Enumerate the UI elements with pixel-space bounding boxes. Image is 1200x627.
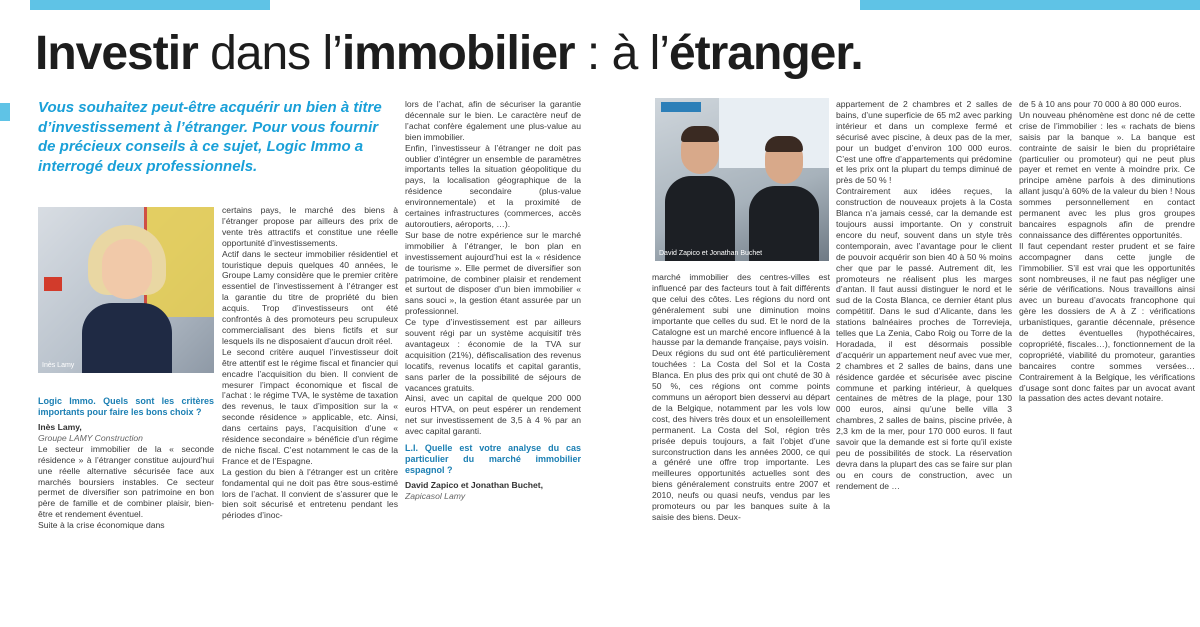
col2-paragraph-2: Actif dans le secteur immobilier résidentiel et touristique depuis quelques 40 années, le Groupe Lamy considère que le premier critère essentiel de l’investissement à l’étranger est la garantie du titre de propriété du bien acquis. Trop d’investisseurs ont été confrontés à des promoteurs peu scrupuleux commercialisant des biens fictifs et sur lesquels ils ne disposaient d’aucun droit réel. (222, 248, 398, 346)
column-3 (405, 99, 581, 627)
col5-paragraph-2: Contrairement aux idées reçues, la construction de nouveaux projets à la Costa Blanca n’a jamais cessé, car la demande est toujours aussi importante. On y construit encore du neuf, souvent dans un style très contemporain, avec l’avantage pour le client de pouvoir acquérir son bien 40 à 50 % moins cher que par le passé. Autrement dit, les promoteurs ne réalisent plus les marges d’antan. Il faut aussi distinguer le nord et le sud de la Costa Blanca, ce dernier étant plus compétitif. Dans le sud d’Alicante, dans les stations balnéaires proches de Torrevieja, telles que La Zenia, Cabo Roig ou Torre de la Horadada, il est désormais possible d’acquérir un appartement neuf avec vue mer, 2 chambres et 2 salles de bains, dans une résidence gardée et sécurisée avec piscine commune et parking intérieur, à quelques centaines de mètres de la plage, pour 130 000 euros, ainsi qu’une belle villa 3 chambres, 2 salles de bains, piscine privée, à 2,3 km de la mer, pour 170 000 euros. Il faut savoir que la demande est si forte qu’il existe peu de possibilités de stock. La réservation devra dans la plupart des cas se faire sur plan ou en cours de construction, avec un rendement de … (836, 186, 1012, 491)
headline-etranger: étranger. (668, 27, 863, 80)
man-left-torso (665, 176, 735, 261)
intro-accent-marker (0, 103, 10, 121)
photo-zapico-buchet (655, 98, 829, 261)
man-left-hair (681, 126, 719, 142)
col4-paragraph-2: Deux régions du sud ont été particulièrement touchées : La Costa del Sol et la Costa Blanca. En plus des prix qui ont chuté de 30 à 50 %, ces régions ont comme points communs un aéroport bien desservi au départ de la Belgique, notamment par les vols low cost, des hivers très doux et un ensoleillement permanent. La Costa del Sol, région très prisée depuis toujours, a fait l’objet d’une surconstruction dans les années 2000, ce qui a généré une offre trop importante. Les meilleures opportunités actuelles sont des biens généralement construits entre 2007 et 2010, neufs ou quasi neufs, vendus par les promoteurs ou par les banques suite à la saisie des biens. Deux- (652, 348, 830, 522)
article-headline (35, 26, 935, 82)
question-2: L.I. Quelle est votre analyse du cas particulier du marché immobilier espagnol ? (405, 443, 581, 476)
col3-paragraph-5: Ainsi, avec un capital de quelque 200 000 euros HTVA, on peut espérer un rendement net sur investissement de 3,5 à 4 % par an avec capital garanti. (405, 393, 581, 437)
col2-paragraph-4: La gestion du bien à l’étranger est un critère fondamental qui ne doit pas être sous-estimé lors de l’achat. Il convient de s’assurer que le bien soit sécurisé et entretenu pendant les périodes d’inoc- (222, 466, 398, 521)
author-name-2: David Zapico et Jonathan Buchet, (405, 480, 543, 491)
col3-paragraph-4: Ce type d’investissement est par ailleurs souvent régi par un système acquisitif très avantageux : économie de la TVA sur acquisition (21%), défiscalisation des revenus locatifs, revenus locatifs et capital garantis, sans parler de la possibilité de séjours de vacances gratuits. (405, 317, 581, 393)
col1-paragraph-1: Le secteur immobilier de la « seconde résidence » à l’étranger constitue aujourd’hui une réelle alternative sécurisée face aux marchés boursiers instables. Ce secteur permet de diversifier son patrimoine en bon père de famille et de combiner plaisir, bien-être et rendement éventuel. (38, 443, 214, 520)
col6-paragraph-3: Il faut cependant rester prudent et se faire accompagner dans cette jungle de l’immobilier. S’il est vrai que les opportunités sont nombreuses, il ne faut pas négliger une série de vérifications. Nous travaillons ainsi avec un bureau d’avocats francophone qui gère les dossiers de A à Z : vérifications urbanistiques, garantie décennale, présence de dettes éventuelles (hypothécaires, copropriété, fiscales…), fonctionnement de la copropriété, viabilité du promoteur, garanties bancaires contre sommes versées… Contrairement à la Belgique, les vérifications d’usage sont donc faites par un avocat avant la passation des actes devant notaire. (1019, 240, 1195, 404)
portrait-body (82, 303, 172, 373)
photo1-caption: Inès Lamy (42, 362, 75, 369)
portrait-figure (82, 225, 172, 373)
col6-paragraph-1: de 5 à 10 ans pour 70 000 à 80 000 euros. (1019, 99, 1182, 109)
author-role-2: Zapicasol Lamy (405, 491, 466, 501)
col6-paragraph-2: Un nouveau phénomène est donc né de cette crise de l’immobilier : les « rachats de biens saisis par la banque ». La banque est contrainte de saisir le bien du propriétaire (particulier ou promoteur) qui ne peut plus payer et remet en vente à moindre prix. Ce principe amène parfois à des diminutions allant jusqu’à 60% de la valeur du bien ! Nous sommes personnellement en contact permanent avec les plus gros groupes bancaires espagnols afin de prendre connaissance des différentes opportunités. (1019, 109, 1195, 240)
man-right-hair (765, 136, 803, 152)
column-1 (38, 390, 214, 627)
headline-investir: Investir (35, 27, 198, 80)
col3-paragraph-3: Sur base de notre expérience sur le marché immobilier à l’étranger, le bon plan en investissement aujourd’hui est la « résidence de tourisme ». Elle permet de diversifier son patrimoine, de combiner plaisir et rendement et surtout de disposer d’un bien immobilier « sans souci », la gestion étant assurée par un professionnel. (405, 229, 581, 317)
header-accent-bar-right (860, 0, 1200, 10)
photo-ines-lamy (38, 207, 214, 373)
col1-paragraph-2: Suite à la crise économique dans (38, 520, 165, 531)
portrait-face (102, 239, 152, 299)
header-accent-bar-left (30, 0, 270, 10)
portrait-man-left (665, 128, 735, 261)
col5-paragraph-1: appartement de 2 chambres et 2 salles de bains, d’une superficie de 65 m2 avec parking intérieur et dans un complexe fermé et sécurisé avec piscine, à deux pas de la mer, pour un budget d’environ 100 000 euros. C’est une offre d’appartements qui prédomine et les prix ont la plupart du temps diminué de près de 50 % ! (836, 99, 1012, 186)
headline-immobilier: immobilier (341, 27, 575, 80)
portrait-man-right (749, 138, 819, 261)
question-1: Logic Immo. Quels sont les critères importants pour faire les bons choix ? (38, 396, 214, 417)
article-intro: Vous souhaitez peut-être acquérir un bien à titre d’investissement à l’étranger. Pour vous fournir de précieux conseils à ce sujet, Logic Immo a interrogé deux professionnels. (38, 99, 382, 175)
column-5 (836, 99, 1012, 627)
photo-logo-mark (44, 277, 62, 291)
headline-dans: dans l’ (197, 27, 342, 80)
author-role-1: Groupe LAMY Construction (38, 432, 143, 443)
column-6 (1019, 99, 1195, 627)
photo2-caption: David Zapico et Jonathan Buchet (659, 250, 763, 257)
column-4 (652, 272, 830, 627)
col2-paragraph-3: Le second critère auquel l’investisseur doit être attentif est le régime fiscal et financier qui encadre l’acquisition du bien. Il convient de mesurer l’impact économique et fiscal de l’achat : le régime TVA, le système de taxation des revenus, le taux d’imposition sur la « seconde résidence » applicable, etc. Ainsi, dans certains pays, l’acquisition d’une « résidence secondaire » bénéficie d’un régime de niche fiscal. C’est notamment le cas de la France et de l’Espagne. (222, 346, 398, 466)
col3-paragraph-2: Enfin, l’investisseur à l’étranger ne doit pas oublier d’intégrer un ensemble de paramètres importants telles la situation géopolitique du pays, la localisation géographique de la résidence secondaire (plus-value environnementale) et la proximité de certaines infrastructures (commerces, accès autoroutiers, aéroports, …). (405, 142, 581, 229)
col2-paragraph-1: certains pays, le marché des biens à l’étranger propose par ailleurs des prix de vente très attractifs et constitue une réelle opportunité d’investissements. (222, 205, 398, 248)
photo2-logo-mark (661, 102, 701, 112)
headline-a: : à l’ (574, 27, 669, 80)
author-name-1: Inès Lamy, (38, 422, 82, 432)
col4-paragraph-1: marché immobilier des centres-villes est influencé par des facteurs tout à fait différents que celui des côtes. Les régions du nord ont généralement subi une diminution moins importante que celles du sud. Et le nord de la Catalogne est un marché encore influencé à la hausse par la demande française, pays voisin. (652, 272, 830, 348)
col3-paragraph-1: lors de l’achat, afin de sécuriser la garantie décennale sur le bien. Le caractère neuf de l’achat confère également une plus-value au bien immobilier. (405, 99, 581, 142)
column-2 (222, 205, 398, 627)
